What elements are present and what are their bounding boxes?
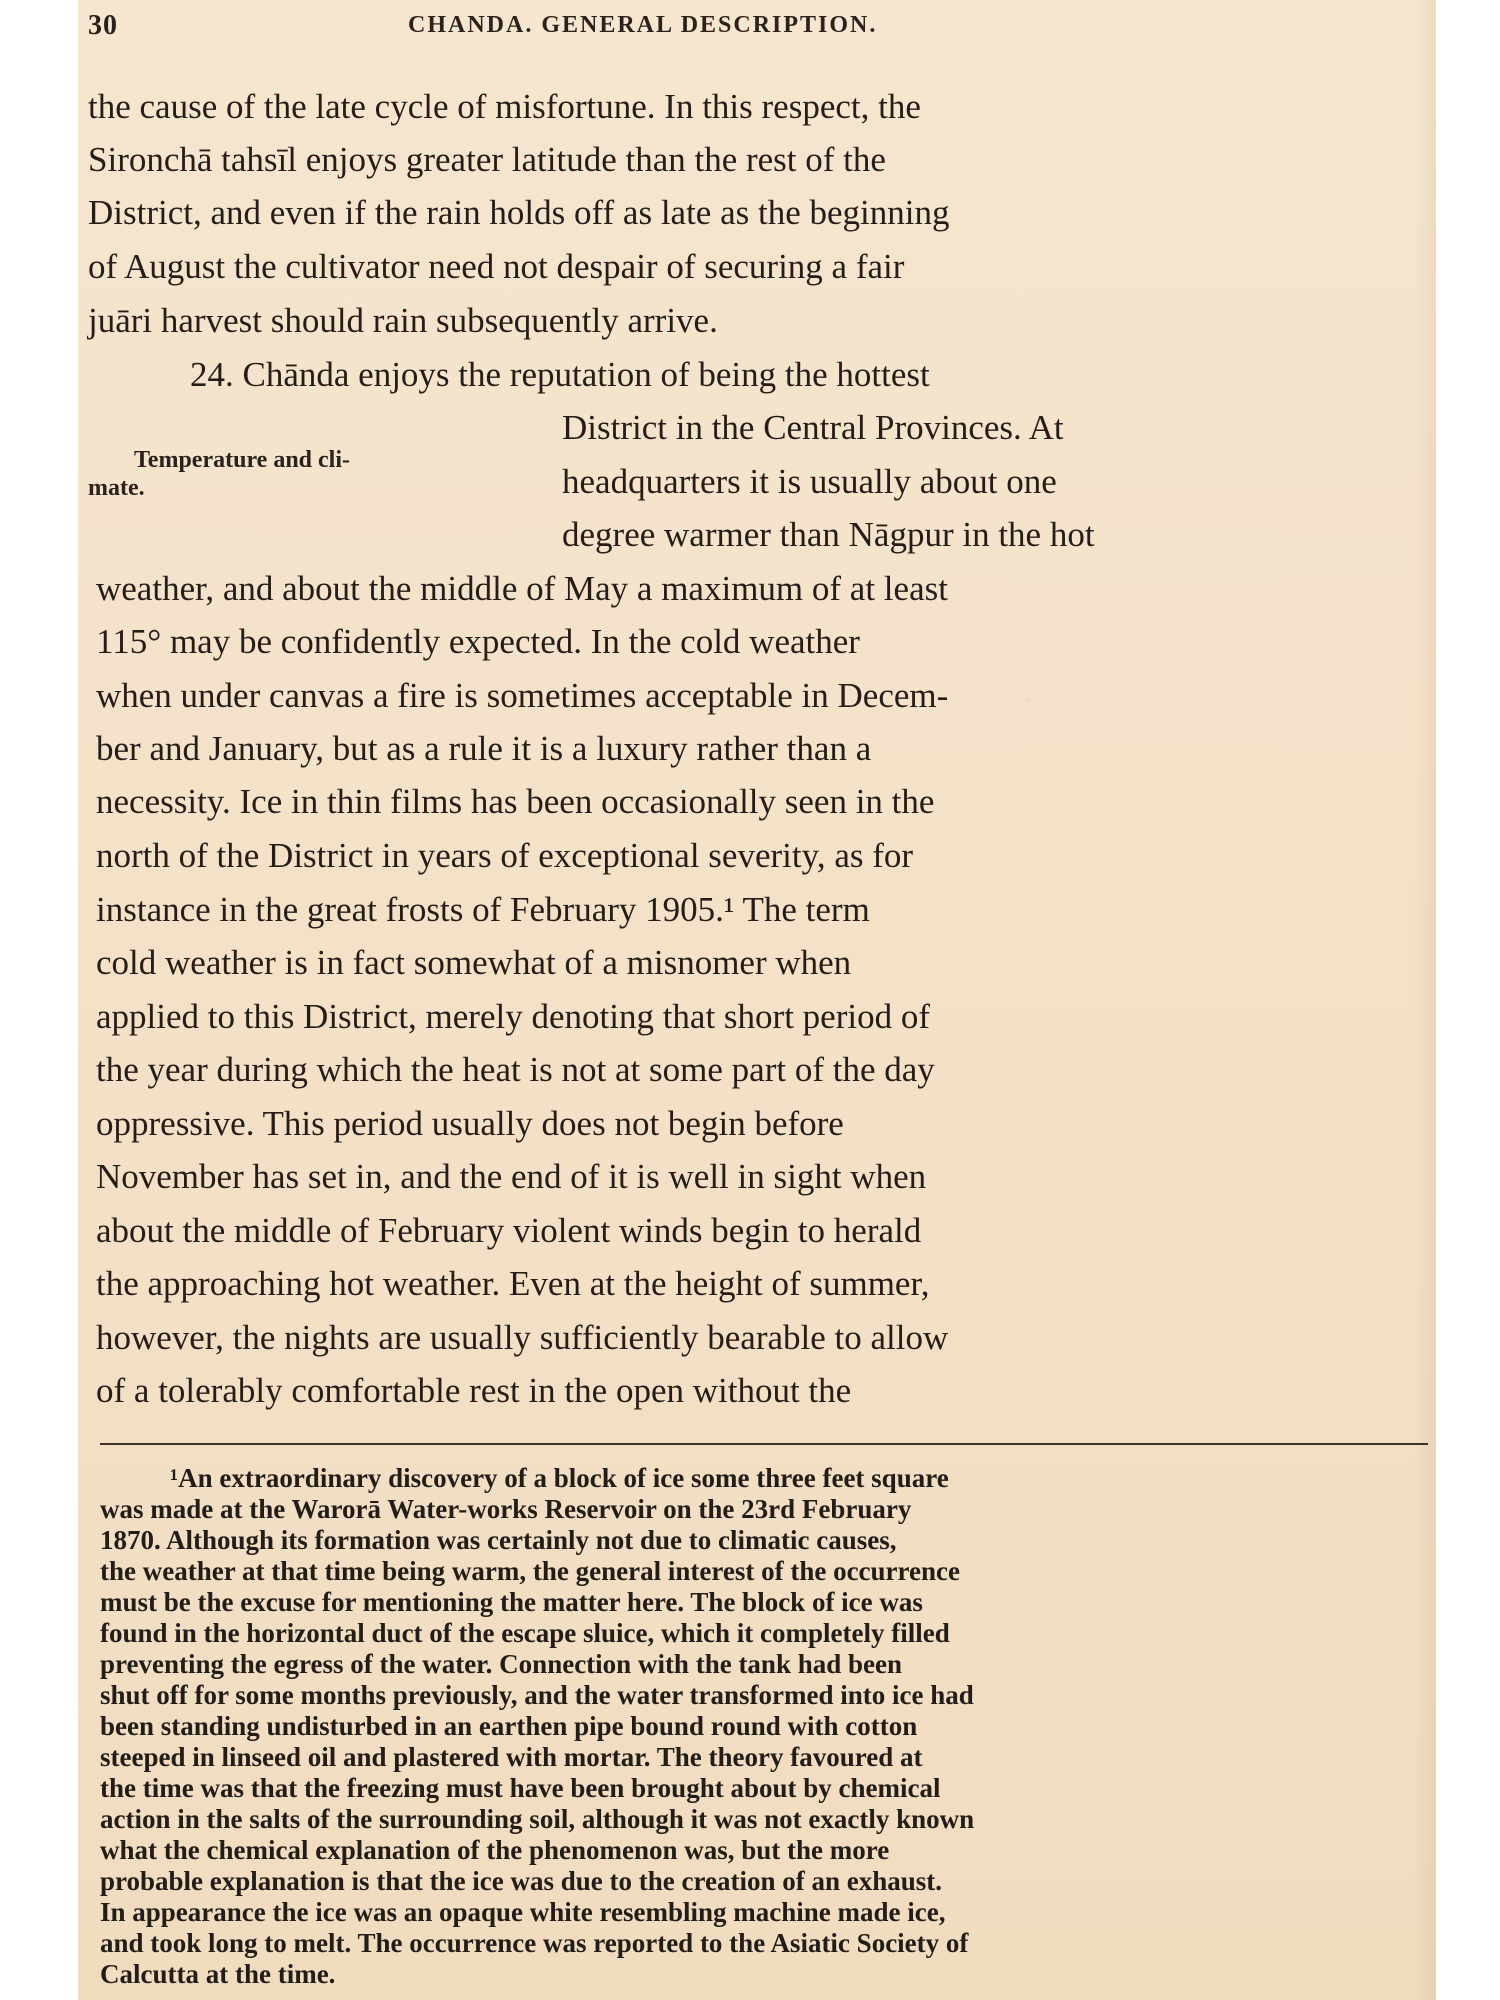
body-line: however, the nights are usually sufficiently bearable to allow [96, 1318, 949, 1357]
page-header [88, 10, 1168, 44]
footnote-line: the time was that the freezing must have been brought about by chemical [100, 1773, 941, 1803]
footnote-line: the weather at that time being warm, the general interest of the occurrence [100, 1556, 961, 1586]
footnote-line: was made at the Warorā Water-works Reservoir on the 23rd February [100, 1494, 912, 1524]
footnote-line: preventing the egress of the water. Connection with the tank had been [100, 1649, 902, 1679]
footnote-line: probable explanation is that the ice was due to the creation of an exhaust. [100, 1866, 943, 1896]
body-line: applied to this District, merely denoting that short period of [96, 997, 931, 1036]
body-line: November has set in, and the end of it is well in sight when [96, 1157, 927, 1196]
body-line: juāri harvest should rain subsequently arrive. [88, 301, 718, 340]
footnote-line: 1870. Although its formation was certainly not due to climatic causes, [100, 1525, 897, 1555]
body-line: necessity. Ice in thin films has been occasionally seen in the [96, 782, 935, 821]
margin-note-line-2: mate. [88, 475, 145, 501]
body-line: of August the cultivator need not despair of securing a fair [88, 247, 905, 286]
body-line: District in the Central Provinces. At [562, 408, 1064, 447]
body-line: District, and even if the rain holds off as late as the beginning [88, 193, 950, 232]
footnote-line: Calcutta at the time. [100, 1959, 336, 1989]
running-title: CHANDA. GENERAL DESCRIPTION. [408, 12, 878, 38]
body-line: Sironchā tahsīl enjoys greater latitude than the rest of the [88, 140, 886, 179]
body-line: the year during which the heat is not at some part of the day [96, 1050, 935, 1089]
footnote-line: steeped in linseed oil and plastered with mortar. The theory favoured at [100, 1742, 923, 1772]
body-line: weather, and about the middle of May a maximum of at least [96, 569, 948, 608]
body-line: 24. Chānda enjoys the reputation of being the hottest [190, 355, 930, 394]
body-line: of a tolerably comfortable rest in the open without the [96, 1371, 852, 1410]
margin-note-line-1: Temperature and cli- [134, 447, 350, 473]
footnote-line: In appearance the ice was an opaque white resembling machine made ice, [100, 1897, 946, 1927]
footnote-line: and took long to melt. The occurrence was reported to the Asiatic Society of [100, 1928, 969, 1958]
footnote-line: action in the salts of the surrounding soil, although it was not exactly known [100, 1804, 975, 1834]
body-line: 115° may be confidently expected. In the cold weather [96, 622, 860, 661]
body-line: oppressive. This period usually does not begin before [96, 1104, 844, 1143]
footnote-line: ¹An extraordinary discovery of a block of ice some three feet square [170, 1463, 949, 1493]
body-line: headquarters it is usually about one [562, 462, 1057, 501]
body-line: the approaching hot weather. Even at the height of summer, [96, 1264, 930, 1303]
body-line: about the middle of February violent winds begin to herald [96, 1211, 922, 1250]
body-line: instance in the great frosts of February 1905.¹ The term [96, 890, 870, 929]
body-line: degree warmer than Nāgpur in the hot [562, 515, 1095, 554]
margin-note [88, 446, 488, 502]
body-line: north of the District in years of exceptional severity, as for [96, 836, 914, 875]
footnote-line: been standing undisturbed in an earthen pipe bound round with cotton [100, 1711, 918, 1741]
footnote-line: shut off for some months previously, and the water transformed into ice had [100, 1680, 974, 1710]
book-page [78, 0, 1436, 2000]
body-line: the cause of the late cycle of misfortune. In this respect, the [88, 87, 921, 126]
footnote-line: what the chemical explanation of the phenomenon was, but the more [100, 1835, 890, 1865]
body-line: when under canvas a fire is sometimes acceptable in Decem- [96, 676, 949, 715]
footnote-line: found in the horizontal duct of the escape sluice, which it completely filled [100, 1618, 950, 1648]
body-line: ber and January, but as a rule it is a luxury rather than a [96, 729, 872, 768]
page-number: 30 [88, 10, 118, 41]
body-line: cold weather is in fact somewhat of a misnomer when [96, 943, 852, 982]
footnote-divider [100, 1443, 1428, 1445]
footnote-line: must be the excuse for mentioning the matter here. The block of ice was [100, 1587, 923, 1617]
